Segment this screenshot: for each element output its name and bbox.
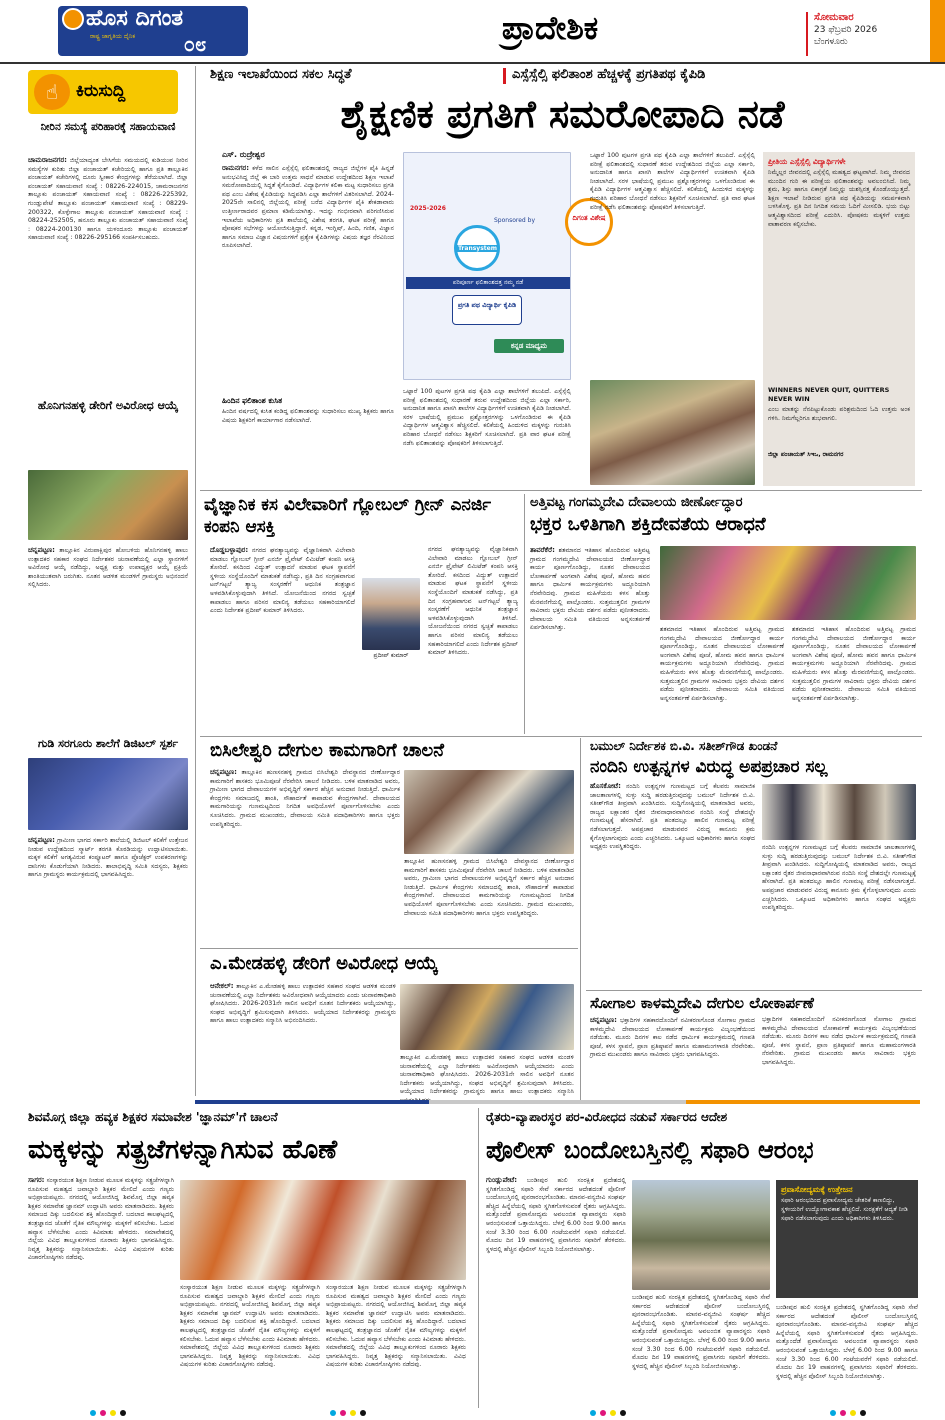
- pradeep-kumar-portrait: [362, 578, 420, 650]
- green-energy-byline: ದೊಡ್ಡಬಳ್ಳಾಪುರ:: [210, 546, 249, 554]
- masthead-rule: [0, 62, 945, 64]
- bisileshwari-byline: ಚನ್ನಪಟ್ಟಣ:: [210, 768, 237, 776]
- green-energy-col2: ನಗರದ ಘನತ್ಯಾಜ್ಯವನ್ನು ವೈಜ್ಞಾನಿಕವಾಗಿ ವಿಲೇವಾರಿ ಮಾಡಲು ಗ್ಲೋಬಲ್ ಗ್ರೀನ್ ಎನರ್ಜಿ ಪ್ರೈವೇಟ್ ಲಿಮಿಟೆಡ್ ಕಂಪನಿ ಆಸಕ್ತಿ ತೋರಿದೆ. ಕಸದಿಂದ ವಿದ್ಯುತ್ ಉತ್ಪಾದನೆ ಮಾಡುವ ಘಟಕ ಸ್ಥಾಪನೆಗೆ ಸ್ಥಳೀಯ ಸಂಸ್ಥೆಯೊಂದಿಗೆ ಮಾತುಕತೆ ನಡೆಸಿದ್ದು, ಪ್ರತಿ ದಿನ ಸಂಗ್ರಹವಾಗುವ ಟನ್‌ಗಟ್ಟಲೆ ತ್ಯಾಜ್ಯ ಸಂಸ್ಕರಣೆಗೆ ಆಧುನಿಕ ತಂತ್ರಜ್ಞಾನ ಅಳವಡಿಸಿಕೊಳ್ಳುವುದಾಗಿ ತಿಳಿಸಿದೆ. ಯೋಜನೆಯಿಂದ ನಗರದ ಸ್ವಚ್ಛತೆ ಕಾಪಾಡಲು ಹಾಗೂ ಪರಿಸರ ಮಾಲಿನ್ಯ ತಡೆಯಲು ಸಹಕಾರಿಯಾಗಲಿದೆ ಎಂದು ನಿರ್ದೇಶಕ ಪ್ರದೀಪ್ ಕುಮಾರ್ ತಿಳಿಸಿದರು.: [428, 546, 518, 657]
- section-color-bar: [195, 1100, 920, 1104]
- city: ಬೆಂಗಳೂರು: [814, 37, 848, 47]
- middle-divider-1: [524, 494, 525, 734]
- poster-banner: ಪರಿಪೂರ್ಣ ಫಲಿತಾಂಶದತ್ತ ನಮ್ಮ ನಡೆ: [406, 277, 570, 289]
- left-column-divider: [195, 66, 196, 1096]
- kiru-item3-photo: [28, 758, 188, 830]
- bamul-text: ನಂದಿನಿ ಉತ್ಪನ್ನಗಳ ಗುಣಮಟ್ಟದ ಬಗ್ಗೆ ಕೆಲವರು ಸಾಮಾಜಿಕ ಜಾಲತಾಣಗಳಲ್ಲಿ ಸುಳ್ಳು ಸುದ್ದಿ ಹರಡುತ್ತಿರುವುದನ್ನು ಬಮುಲ್ ನಿರ್ದೇಶಕ ಬಿ.ವಿ. ಸತೀಶ್‌ಗೌಡ ತೀವ್ರವಾಗಿ ಖಂಡಿಸಿದರು. ಸುದ್ದಿಗೋಷ್ಠಿಯಲ್ಲಿ ಮಾತನಾಡಿದ ಅವರು, ರಾಜ್ಯದ ಲಕ್ಷಾಂತರ ರೈತರ ಜೀವನಾಧಾರವಾಗಿರುವ ನಂದಿನಿ ಸಂಸ್ಥೆ ದೇಶದಲ್ಲೇ ಗುಣಮಟ್ಟಕ್ಕೆ ಹೆಸರಾಗಿದೆ. ಪ್ರತಿ ಹಂತದಲ್ಲೂ ಹಾಲಿನ ಗುಣಮಟ್ಟ ಪರೀಕ್ಷೆ ನಡೆಸಲಾಗುತ್ತದೆ. ಅಪಪ್ರಚಾರ ಮಾಡುವವರ ವಿರುದ್ಧ ಕಾನೂನು ಕ್ರಮ ಕೈಗೊಳ್ಳಲಾಗುವುದು ಎಂದು ಎಚ್ಚರಿಸಿದರು. ಒಕ್ಕೂಟದ ಅಧಿಕಾರಿಗಳು ಹಾಗೂ ಸಂಘದ ಅಧ್ಯಕ್ಷರು ಉಪಸ್ಥಿತರಿದ್ದರು.: [590, 783, 755, 851]
- masthead: [0, 0, 945, 62]
- reg-dot-black: [620, 1410, 626, 1416]
- students-studying-photo: [590, 380, 755, 485]
- logo-emblem-icon: [62, 8, 84, 30]
- tourism-box: [776, 1180, 918, 1298]
- temple-headline-2: ಭಕ್ತರ ಒಳಿತಿಗಾಗಿ ಶಕ್ತಿದೇವತೆಯ ಆರಾಧನೆ: [530, 514, 766, 535]
- registration-marks-left: [90, 1410, 126, 1416]
- lead-kicker-separator: [503, 68, 506, 84]
- green-energy-headline: ವೈಜ್ಞಾನಿಕ ಕಸ ವಿಲೇವಾರಿಗೆ ಗ್ಲೋಬಲ್ ಗ್ರೀನ್ ಎನರ್ಜಿ ಕಂಪನಿ ಆಸಕ್ತಿ: [204, 495, 492, 537]
- hand-pointing-icon: ☝: [34, 74, 70, 110]
- temple-headline-1: ಅತ್ತಿವಟ್ಟ ಗಂಗಮ್ಮದೇವಿ ದೇವಾಲಯ ಜೀರ್ಣೋದ್ಧಾರ: [530, 495, 743, 510]
- lead-body-col1: [222, 164, 394, 394]
- bamul-headline-1: ಬಮುಲ್ ನಿರ್ದೇಶಕ ಬಿ.ವಿ. ಸತೀಶ್‌ಗೌಡ ಖಂಡನೆ: [590, 739, 778, 753]
- reg-dot-yellow: [610, 1410, 616, 1416]
- safari-col2: ಬಂಡೀಪುರ ಹುಲಿ ಸಂರಕ್ಷಿತ ಪ್ರದೇಶದಲ್ಲಿ ಸ್ಥಗಿತಗೊಂಡಿದ್ದ ಸಫಾರಿ ಸೇವೆ ಸರ್ಕಾರದ ಆದೇಶದಂತೆ ಪೊಲೀಸ್ ಬಂದೋಬಸ್ತಿನಲ್ಲಿ ಪುನರಾರಂಭಗೊಂಡಿತು. ಮಾನವ-ವನ್ಯಜೀವಿ ಸಂಘರ್ಷ ಹೆಚ್ಚಿದ ಹಿನ್ನೆಲೆಯಲ್ಲಿ ಸಫಾರಿ ಸ್ಥಗಿತಗೊಳಿಸುವಂತೆ ರೈತರು ಆಗ್ರಹಿಸಿದ್ದರು. ಮತ್ತೊಂದೆಡೆ ಪ್ರವಾಸೋದ್ಯಮ ಅವಲಂಬಿತ ವ್ಯಾಪಾರಸ್ಥರು ಸಫಾರಿ ಆರಂಭಿಸುವಂತೆ ಒತ್ತಾಯಿಸಿದ್ದರು. ಬೆಳಗ್ಗೆ 6.00 ರಿಂದ 9.00 ಹಾಗೂ ಸಂಜೆ 3.30 ರಿಂದ 6.00 ಗಂಟೆಯವರೆಗೆ ಸಫಾರಿ ನಡೆಯಲಿದೆ. ಮೊದಲ ದಿನ 19 ವಾಹನಗಳಲ್ಲಿ ಪ್ರವಾಸಿಗರು ಸಫಾರಿಗೆ ತೆರಳಿದರು. ಸ್ಥಳದಲ್ಲಿ ಹೆಚ್ಚಿನ ಪೊಲೀಸ್ ಸಿಬ್ಬಂದಿ ನಿಯೋಜಿಸಲಾಗಿತ್ತು.: [632, 1294, 770, 1370]
- sogala-byline: ಚನ್ನಪಟ್ಟಣ:: [590, 1016, 617, 1024]
- lead-headline: ಶೈಕ್ಷಣಿಕ ಪ್ರಗತಿಗೆ ಸಮರೋಪಾದಿ ನಡೆ: [340, 92, 785, 136]
- bamul-headline-2: ನಂದಿನಿ ಉತ್ಪನ್ನಗಳ ವಿರುದ್ಧ ಅಪಪ್ರಚಾರ ಸಲ್ಲ: [590, 757, 828, 777]
- reg-dot-magenta: [100, 1410, 106, 1416]
- mid-rule-2: [586, 990, 922, 991]
- lead-byline: ರಾಮನಗರ:: [222, 164, 250, 172]
- lead-kicker-right: ಎಸ್ಸೆಸ್ಸೆಲ್ಸಿ ಫಲಿತಾಂಶ ಹೆಚ್ಚಳಕ್ಕೆ ಪ್ರಗತಿಪಥ ಕೈಪಿಡಿ: [512, 67, 706, 82]
- lead-author: ಎಸ್. ರುದ್ರೇಶ್ವರ: [222, 150, 265, 159]
- kiru-item1-headline: ನೀರಿನ ಸಮಸ್ಯೆ ಪರಿಹಾರಕ್ಕೆ ಸಹಾಯವಾಣಿ: [40, 121, 176, 133]
- reg-dot-magenta: [600, 1410, 606, 1416]
- middle-divider-2: [580, 738, 581, 1100]
- lead-kicker-left: ಶಿಕ್ಷಣ ಇಲಾಖೆಯಿಂದ ಸಕಲ ಸಿದ್ಧತೆ: [210, 67, 352, 82]
- havyaka-text: ಸಂಸ್ಕಾರಯುತ ಶಿಕ್ಷಣ ನೀಡುವ ಮೂಲಕ ಮಕ್ಕಳನ್ನು ಸತ್ಪ್ರಜೆಗಳನ್ನಾಗಿ ರೂಪಿಸುವ ಮಹತ್ವದ ಜವಾಬ್ದಾರಿ ಶಿಕ್ಷಕರ ಮೇಲಿದೆ ಎಂದು ಗಣ್ಯರು ಅಭಿಪ್ರಾಯಪಟ್ಟರು. ನಗರದಲ್ಲಿ ಆಯೋಜಿಸಿದ್ದ ಶಿವಮೊಗ್ಗ ಜಿಲ್ಲಾ ಹವ್ಯಕ ಶಿಕ್ಷಕರ ಸಮಾವೇಶ ಜ್ಞಾನಮ್ ಉದ್ಘಾಟಿಸಿ ಅವರು ಮಾತನಾಡಿದರು. ಶಿಕ್ಷಕರು ಸಮಾಜದ ದಿಕ್ಕು ಬದಲಿಸುವ ಶಕ್ತಿ ಹೊಂದಿದ್ದಾರೆ. ಬದಲಾದ ಕಾಲಘಟ್ಟದಲ್ಲಿ ತಂತ್ರಜ್ಞಾನದ ಜೊತೆಗೆ ನೈತಿಕ ಮೌಲ್ಯಗಳನ್ನು ಮಕ್ಕಳಿಗೆ ಕಲಿಸಬೇಕು. ಓದುವ ಹವ್ಯಾಸ ಬೆಳೆಸಬೇಕು ಎಂದು ಕಿವಿಮಾತು ಹೇಳಿದರು. ಸಮಾವೇಶದಲ್ಲಿ ಜಿಲ್ಲೆಯ ವಿವಿಧ ತಾಲ್ಲೂಕುಗಳಿಂದ ನೂರಾರು ಶಿಕ್ಷಕರು ಭಾಗವಹಿಸಿದ್ದರು. ನಿವೃತ್ತ ಶಿಕ್ಷಕರನ್ನು ಸನ್ಮಾನಿಸಲಾಯಿತು. ವಿವಿಧ ವಿಷಯಗಳ ಕುರಿತು ವಿಚಾರಗೋಷ್ಠಿಗಳು ನಡೆದವು.: [28, 1177, 175, 1262]
- poster-title: ಪ್ರಗತಿ ಪಥ ವಿದ್ಯಾರ್ಥಿ ಕೈಪಿಡಿ: [452, 295, 522, 325]
- dairy-felicitation-photo: [400, 984, 574, 1050]
- bamul-byline: ಹೊಸಕೋಟೆ:: [590, 782, 621, 790]
- reg-dot-yellow: [850, 1410, 856, 1416]
- kirusuddi-badge: [28, 70, 178, 114]
- safari-col1: [486, 1176, 626, 1406]
- color-bar-orange: [686, 1100, 920, 1104]
- kiru-item3-text: ಗ್ರಾಮೀಣ ಭಾಗದ ಸರ್ಕಾರಿ ಶಾಲೆಯಲ್ಲಿ ಡಿಜಿಟಲ್ ಕಲಿಕೆಗೆ ಉತ್ತೇಜನ ನೀಡುವ ಉದ್ದೇಶದಿಂದ ಸ್ಮಾರ್ಟ್ ತರಗತಿ ಕೊಠಡಿಯನ್ನು ಉದ್ಘಾಟಿಸಲಾಯಿತು. ಮಕ್ಕಳ ಕಲಿಕೆಗೆ ಅಗತ್ಯವಿರುವ ಕಂಪ್ಯೂಟರ್ ಹಾಗೂ ಪ್ರೊಜೆಕ್ಟರ್ ಉಪಕರಣಗಳನ್ನು ದಾನಿಗಳು ಕೊಡುಗೆಯಾಗಿ ನೀಡಿದರು. ಶಾಲಾಭಿವೃದ್ಧಿ ಸಮಿತಿ ಸದಸ್ಯರು, ಶಿಕ್ಷಕರು ಹಾಗೂ ಗ್ರಾಮಸ್ಥರು ಕಾರ್ಯಕ್ರಮದಲ್ಲಿ ಭಾಗವಹಿಸಿದ್ದರು.: [28, 837, 189, 879]
- havyaka-kicker: ಶಿವಮೊಗ್ಗ ಜಿಲ್ಲಾ ಹವ್ಯಕ ಶಿಕ್ಷಕರ ಸಮಾವೇಶ 'ಜ್ಞಾನಮ್'ಗೆ ಚಾಲನೆ: [28, 1110, 278, 1124]
- kiru-item1-byline: ಚಾಮರಾಜನಗರ:: [28, 156, 67, 164]
- kiru-item3-byline: ಚನ್ನಪಟ್ಟಣ:: [28, 836, 55, 844]
- havyaka-byline: ಸಾಗರ:: [28, 1176, 45, 1184]
- green-energy-text: ನಗರದ ಘನತ್ಯಾಜ್ಯವನ್ನು ವೈಜ್ಞಾನಿಕವಾಗಿ ವಿಲೇವಾರಿ ಮಾಡಲು ಗ್ಲೋಬಲ್ ಗ್ರೀನ್ ಎನರ್ಜಿ ಪ್ರೈವೇಟ್ ಲಿಮಿಟೆಡ್ ಕಂಪನಿ ಆಸಕ್ತಿ ತೋರಿದೆ. ಕಸದಿಂದ ವಿದ್ಯುತ್ ಉತ್ಪಾದನೆ ಮಾಡುವ ಘಟಕ ಸ್ಥಾಪನೆಗೆ ಸ್ಥಳೀಯ ಸಂಸ್ಥೆಯೊಂದಿಗೆ ಮಾತುಕತೆ ನಡೆಸಿದ್ದು, ಪ್ರತಿ ದಿನ ಸಂಗ್ರಹವಾಗುವ ಟನ್‌ಗಟ್ಟಲೆ ತ್ಯಾಜ್ಯ ಸಂಸ್ಕರಣೆಗೆ ಆಧುನಿಕ ತಂತ್ರಜ್ಞಾನ ಅಳವಡಿಸಿಕೊಳ್ಳುವುದಾಗಿ ತಿಳಿಸಿದೆ. ಯೋಜನೆಯಿಂದ ನಗರದ ಸ್ವಚ್ಛತೆ ಕಾಪಾಡಲು ಹಾಗೂ ಪರಿಸರ ಮಾಲಿನ್ಯ ತಡೆಯಲು ಸಹಕಾರಿಯಾಗಲಿದೆ ಎಂದು ನಿರ್ದೇಶಕ ಪ್ರದೀಪ್ ಕುಮಾರ್ ತಿಳಿಸಿದರು.: [210, 547, 356, 615]
- kiru-item1-text: ಜಿಲ್ಲೆಯಾದ್ಯಂತ ಬೇಸಿಗೆಯ ಸಮಯದಲ್ಲಿ ಕುಡಿಯುವ ನೀರಿನ ಸಮಸ್ಯೆಗಳ ಕುರಿತು ಜಿಲ್ಲಾ ಪಂಚಾಯತ್ ಕಚೇರಿಯಲ್ಲಿ ಹಾಗೂ ಪ್ರತಿ ತಾಲ್ಲೂಕಿನ ಪಂಚಾಯತ್ ಕಚೇರಿಗಳಲ್ಲಿ ದೂರು ಸ್ವೀಕಾರ ಕೇಂದ್ರಗಳನ್ನು ತೆರೆಯಲಾಗಿದೆ. ಜಿಲ್ಲಾ ಪಂಚಾಯತ್ ಸಹಾಯವಾಣಿ ಸಂಖ್ಯೆ : 08226-224015, ಚಾಮರಾಜನಗರ ತಾಲ್ಲೂಕು ಪಂಚಾಯತ್ ಸಹಾಯವಾಣಿ ಸಂಖ್ಯೆ : 08226-225392, ಗುಂಡ್ಲುಪೇಟೆ ತಾಲ್ಲೂಕು ಪಂಚಾಯತ್ ಸಹಾಯವಾಣಿ ಸಂಖ್ಯೆ : 08229-200322, ಕೊಳ್ಳೇಗಾಲ ತಾಲ್ಲೂಕು ಪಂಚಾಯತ್ ಸಹಾಯವಾಣಿ ಸಂಖ್ಯೆ : 08224-252505, ಹನೂರು ತಾಲ್ಲೂಕು ಪಂಚಾಯತ್ ಸಹಾಯವಾಣಿ ಸಂಖ್ಯೆ : 08224-200130 ಹಾಗೂ ಯಳಂದೂರು ತಾಲ್ಲೂಕು ಪಂಚಾಯತ್ ಸಹಾಯವಾಣಿ ಸಂಖ್ಯೆ : 08226-295166 ಸಂಪರ್ಕಿಸಬಹುದು.: [28, 157, 189, 242]
- green-energy-col1: [210, 546, 355, 734]
- bisileshwari-col2: ತಾಲ್ಲೂಕಿನ ಹುಣಸನಹಳ್ಳಿ ಗ್ರಾಮದ ಬಿಸಿಲೇಶ್ವರಿ ದೇವಸ್ಥಾನದ ಜೀರ್ಣೋದ್ಧಾರ ಕಾಮಗಾರಿಗೆ ಶಾಸಕರು ಭೂಮಿಪೂಜೆ ನೆರವೇರಿಸಿ ಚಾಲನೆ ನೀಡಿದರು. ಬಳಿಕ ಮಾತನಾಡಿದ ಅವರು, ಗ್ರಾಮೀಣ ಭಾಗದ ದೇವಾಲಯಗಳ ಅಭಿವೃದ್ಧಿಗೆ ಸರ್ಕಾರ ಹೆಚ್ಚಿನ ಅನುದಾನ ನೀಡುತ್ತಿದೆ. ಧಾರ್ಮಿಕ ಕೇಂದ್ರಗಳು ಸಮಾಜದಲ್ಲಿ ಶಾಂತಿ, ಸೌಹಾರ್ದತೆ ಕಾಪಾಡುವ ಕೇಂದ್ರಗಳಾಗಿವೆ. ದೇವಾಲಯದ ಕಾಮಗಾರಿಯನ್ನು ಗುಣಮಟ್ಟದಿಂದ ನಿಗದಿತ ಅವಧಿಯೊಳಗೆ ಪೂರ್ಣಗೊಳಿಸಬೇಕು ಎಂದು ಸೂಚಿಸಿದರು. ಗ್ರಾಮದ ಮುಖಂಡರು, ದೇವಾಲಯ ಸಮಿತಿ ಪದಾಧಿಕಾರಿಗಳು ಹಾಗೂ ಭಕ್ತರು ಉಪಸ್ಥಿತರಿದ್ದರು.: [404, 858, 574, 917]
- lead-body1: ಕಳೆದ ಸಾಲಿನ ಎಸ್ಸೆಸ್ಸೆಲ್ಸಿ ಫಲಿತಾಂಶದಲ್ಲಿ ರಾಜ್ಯದ ಜಿಲ್ಲೆಗಳ ಪೈಕಿ ಹಿನ್ನಡೆ ಅನುಭವಿಸಿದ್ದ ಜಿಲ್ಲೆ ಈ ಬಾರಿ ಉತ್ತಮ ಸಾಧನೆ ಮಾಡುವ ಉದ್ದೇಶದಿಂದ ಶಿಕ್ಷಣ ಇಲಾಖೆ ಸಮರೋಪಾದಿಯಲ್ಲಿ ಸಿದ್ಧತೆ ಕೈಗೊಂಡಿದೆ. ವಿದ್ಯಾರ್ಥಿಗಳ ಕಲಿಕಾ ಮಟ್ಟ ಸುಧಾರಿಸಲು ಪ್ರಗತಿ ಪಥ ಎಂಬ ವಿಶೇಷ ಕೈಪಿಡಿಯನ್ನು ಸಿದ್ಧಪಡಿಸಿ ಎಲ್ಲಾ ಶಾಲೆಗಳಿಗೆ ವಿತರಿಸಲಾಗಿದೆ. 2024-2025ನೇ ಸಾಲಿನಲ್ಲಿ ಜಿಲ್ಲೆಯಲ್ಲಿ ಪರೀಕ್ಷೆ ಬರೆದ ವಿದ್ಯಾರ್ಥಿಗಳ ಪೈಕಿ ಶೇಕಡಾವಾರು ಉತ್ತೀರ್ಣರಾದವರ ಪ್ರಮಾಣ ಕಡಿಮೆಯಾಗಿತ್ತು. ಇದನ್ನು ಗಂಭೀರವಾಗಿ ಪರಿಗಣಿಸಿರುವ ಇಲಾಖೆಯ ಅಧಿಕಾರಿಗಳು ಪ್ರತಿ ಶಾಲೆಯಲ್ಲಿ ವಿಶೇಷ ತರಗತಿ, ಘಟಕ ಪರೀಕ್ಷೆ ಹಾಗೂ ಪೋಷಕರ ಸಭೆಗಳನ್ನು ಆಯೋಜಿಸುತ್ತಿದ್ದಾರೆ. ಕನ್ನಡ, ಇಂಗ್ಲಿಷ್, ಹಿಂದಿ, ಗಣಿತ, ವಿಜ್ಞಾನ ಹಾಗೂ ಸಮಾಜ ವಿಜ್ಞಾನ ವಿಷಯಗಳಿಗೆ ಪ್ರತ್ಯೇಕ ಕೈಪಿಡಿಗಳನ್ನು ವಿಷಯ ತಜ್ಞರ ನೆರವಿನಿಂದ ರೂಪಿಸಲಾಗಿದೆ.: [222, 165, 394, 250]
- kiru-item2-body: [28, 546, 188, 734]
- lead-body-col3: ಒಟ್ಟಾರೆ 100 ಪುಟಗಳ ಪ್ರಗತಿ ಪಥ ಕೈಪಿಡಿ ಎಲ್ಲಾ ಶಾಲೆಗಳಿಗೆ ತಲುಪಿದೆ. ಎಸ್ಸೆಸ್ಸೆಲ್ಸಿ ಪರೀಕ್ಷೆ ಫಲಿತಾಂಶದಲ್ಲಿ ಸುಧಾರಣೆ ತರುವ ಉದ್ದೇಶದಿಂದ ಜಿಲ್ಲೆಯ ಎಲ್ಲಾ ಸರ್ಕಾರಿ, ಅನುದಾನಿತ ಹಾಗೂ ಖಾಸಗಿ ಶಾಲೆಗಳ ವಿದ್ಯಾರ್ಥಿಗಳಿಗೆ ಉಚಿತವಾಗಿ ಕೈಪಿಡಿ ನೀಡಲಾಗಿದೆ. ಸರಳ ಭಾಷೆಯಲ್ಲಿ ಪ್ರಮುಖ ಪ್ರಶ್ನೋತ್ತರಗಳನ್ನು ಒಳಗೊಂಡಿರುವ ಈ ಕೈಪಿಡಿ ವಿದ್ಯಾರ್ಥಿಗಳ ಆತ್ಮವಿಶ್ವಾಸ ಹೆಚ್ಚಿಸಲಿದೆ. ಕಲಿಕೆಯಲ್ಲಿ ಹಿಂದುಳಿದ ಮಕ್ಕಳನ್ನು ಗುರುತಿಸಿ ಪರಿಹಾರ ಬೋಧನೆ ನಡೆಸಲು ಶಿಕ್ಷಕರಿಗೆ ಸೂಚಿಸಲಾಗಿದೆ. ಪ್ರತಿ ವಾರ ಘಟಕ ಪರೀಕ್ಷೆ ನಡೆಸಿ ಫಲಿತಾಂಶವನ್ನು ಪೋಷಕರಿಗೆ ತಿಳಿಸಲಾಗುತ್ತಿದೆ.: [590, 152, 755, 211]
- student-message-head: ಪ್ರೀತಿಯ ಎಸ್ಸೆಸ್ಸೆಲ್ಸಿ ವಿದ್ಯಾರ್ಥಿಗಳೇ: [768, 157, 846, 166]
- reg-dot-black: [120, 1410, 126, 1416]
- registration-marks-right: [590, 1410, 626, 1416]
- lead-body-col1b: ಹಿಂದಿನ ವರ್ಷದಲ್ಲಿ ಕುಸಿತ ಕಂಡಿದ್ದ ಫಲಿತಾಂಶವನ್ನು ಸುಧಾರಿಸಲು ಮುಖ್ಯ ಶಿಕ್ಷಕರು ಹಾಗೂ ವಿಷಯ ಶಿಕ್ಷಕರಿಗೆ ಕಾರ್ಯಾಗಾರ ನಡೆಸಲಾಗಿದೆ.: [222, 408, 394, 424]
- havyaka-col3: ಸಂಸ್ಕಾರಯುತ ಶಿಕ್ಷಣ ನೀಡುವ ಮೂಲಕ ಮಕ್ಕಳನ್ನು ಸತ್ಪ್ರಜೆಗಳನ್ನಾಗಿ ರೂಪಿಸುವ ಮಹತ್ವದ ಜವಾಬ್ದಾರಿ ಶಿಕ್ಷಕರ ಮೇಲಿದೆ ಎಂದು ಗಣ್ಯರು ಅಭಿಪ್ರಾಯಪಟ್ಟರು. ನಗರದಲ್ಲಿ ಆಯೋಜಿಸಿದ್ದ ಶಿವಮೊಗ್ಗ ಜಿಲ್ಲಾ ಹವ್ಯಕ ಶಿಕ್ಷಕರ ಸಮಾವೇಶ ಜ್ಞಾನಮ್ ಉದ್ಘಾಟಿಸಿ ಅವರು ಮಾತನಾಡಿದರು. ಶಿಕ್ಷಕರು ಸಮಾಜದ ದಿಕ್ಕು ಬದಲಿಸುವ ಶಕ್ತಿ ಹೊಂದಿದ್ದಾರೆ. ಬದಲಾದ ಕಾಲಘಟ್ಟದಲ್ಲಿ ತಂತ್ರಜ್ಞಾನದ ಜೊತೆಗೆ ನೈತಿಕ ಮೌಲ್ಯಗಳನ್ನು ಮಕ್ಕಳಿಗೆ ಕಲಿಸಬೇಕು. ಓದುವ ಹವ್ಯಾಸ ಬೆಳೆಸಬೇಕು ಎಂದು ಕಿವಿಮಾತು ಹೇಳಿದರು. ಸಮಾವೇಶದಲ್ಲಿ ಜಿಲ್ಲೆಯ ವಿವಿಧ ತಾಲ್ಲೂಕುಗಳಿಂದ ನೂರಾರು ಶಿಕ್ಷಕರು ಭಾಗವಹಿಸಿದ್ದರು. ನಿವೃತ್ತ ಶಿಕ್ಷಕರನ್ನು ಸನ್ಮಾನಿಸಲಾಯಿತು. ವಿವಿಧ ವಿಷಯಗಳ ಕುರಿತು ವಿಚಾರಗೋಷ್ಠಿಗಳು ನಡೆದವು.: [326, 1284, 466, 1369]
- safari-vehicles-photo: [632, 1180, 770, 1290]
- kiru-item3-headline: ಗುಡಿ ಸರಗೂರು ಶಾಲೆಗೆ ಡಿಜಿಟಲ್ ಸ್ಪರ್ಶ: [37, 737, 179, 750]
- havyaka-col1: [28, 1176, 174, 1406]
- reg-dot-cyan: [330, 1410, 336, 1416]
- sogala-col1: [590, 1016, 755, 1096]
- date: 23 ಫೆಬ್ರವರಿ 2026: [814, 25, 878, 35]
- bisileshwari-text: ತಾಲ್ಲೂಕಿನ ಹುಣಸನಹಳ್ಳಿ ಗ್ರಾಮದ ಬಿಸಿಲೇಶ್ವರಿ ದೇವಸ್ಥಾನದ ಜೀರ್ಣೋದ್ಧಾರ ಕಾಮಗಾರಿಗೆ ಶಾಸಕರು ಭೂಮಿಪೂಜೆ ನೆರವೇರಿಸಿ ಚಾಲನೆ ನೀಡಿದರು. ಬಳಿಕ ಮಾತನಾಡಿದ ಅವರು, ಗ್ರಾಮೀಣ ಭಾಗದ ದೇವಾಲಯಗಳ ಅಭಿವೃದ್ಧಿಗೆ ಸರ್ಕಾರ ಹೆಚ್ಚಿನ ಅನುದಾನ ನೀಡುತ್ತಿದೆ. ಧಾರ್ಮಿಕ ಕೇಂದ್ರಗಳು ಸಮಾಜದಲ್ಲಿ ಶಾಂತಿ, ಸೌಹಾರ್ದತೆ ಕಾಪಾಡುವ ಕೇಂದ್ರಗಳಾಗಿವೆ. ದೇವಾಲಯದ ಕಾಮಗಾರಿಯನ್ನು ಗುಣಮಟ್ಟದಿಂದ ನಿಗದಿತ ಅವಧಿಯೊಳಗೆ ಪೂರ್ಣಗೊಳಿಸಬೇಕು ಎಂದು ಸೂಚಿಸಿದರು. ಗ್ರಾಮದ ಮುಖಂಡರು, ದೇವಾಲಯ ಸಮಿತಿ ಪದಾಧಿಕಾರಿಗಳು ಹಾಗೂ ಭಕ್ತರು ಉಪಸ್ಥಿತರಿದ್ದರು.: [210, 769, 401, 828]
- poster-subject: ಕನ್ನಡ ಮಾಧ್ಯಮ: [494, 339, 564, 353]
- safari-text: ಬಂಡೀಪುರ ಹುಲಿ ಸಂರಕ್ಷಿತ ಪ್ರದೇಶದಲ್ಲಿ ಸ್ಥಗಿತಗೊಂಡಿದ್ದ ಸಫಾರಿ ಸೇವೆ ಸರ್ಕಾರದ ಆದೇಶದಂತೆ ಪೊಲೀಸ್ ಬಂದೋಬಸ್ತಿನಲ್ಲಿ ಪುನರಾರಂಭಗೊಂಡಿತು. ಮಾನವ-ವನ್ಯಜೀವಿ ಸಂಘರ್ಷ ಹೆಚ್ಚಿದ ಹಿನ್ನೆಲೆಯಲ್ಲಿ ಸಫಾರಿ ಸ್ಥಗಿತಗೊಳಿಸುವಂತೆ ರೈತರು ಆಗ್ರಹಿಸಿದ್ದರು. ಮತ್ತೊಂದೆಡೆ ಪ್ರವಾಸೋದ್ಯಮ ಅವಲಂಬಿತ ವ್ಯಾಪಾರಸ್ಥರು ಸಫಾರಿ ಆರಂಭಿಸುವಂತೆ ಒತ್ತಾಯಿಸಿದ್ದರು. ಬೆಳಗ್ಗೆ 6.00 ರಿಂದ 9.00 ಹಾಗೂ ಸಂಜೆ 3.30 ರಿಂದ 6.00 ಗಂಟೆಯವರೆಗೆ ಸಫಾರಿ ನಡೆಯಲಿದೆ. ಮೊದಲ ದಿನ 19 ವಾಹನಗಳಲ್ಲಿ ಪ್ರವಾಸಿಗರು ಸಫಾರಿಗೆ ತೆರಳಿದರು. ಸ್ಥಳದಲ್ಲಿ ಹೆಚ್ಚಿನ ಪೊಲೀಸ್ ಸಿಬ್ಬಂದಿ ನಿಯೋಜಿಸಲಾಗಿತ್ತು.: [486, 1177, 626, 1253]
- havyaka-col2: ಸಂಸ್ಕಾರಯುತ ಶಿಕ್ಷಣ ನೀಡುವ ಮೂಲಕ ಮಕ್ಕಳನ್ನು ಸತ್ಪ್ರಜೆಗಳನ್ನಾಗಿ ರೂಪಿಸುವ ಮಹತ್ವದ ಜವಾಬ್ದಾರಿ ಶಿಕ್ಷಕರ ಮೇಲಿದೆ ಎಂದು ಗಣ್ಯರು ಅಭಿಪ್ರಾಯಪಟ್ಟರು. ನಗರದಲ್ಲಿ ಆಯೋಜಿಸಿದ್ದ ಶಿವಮೊಗ್ಗ ಜಿಲ್ಲಾ ಹವ್ಯಕ ಶಿಕ್ಷಕರ ಸಮಾವೇಶ ಜ್ಞಾನಮ್ ಉದ್ಘಾಟಿಸಿ ಅವರು ಮಾತನಾಡಿದರು. ಶಿಕ್ಷಕರು ಸಮಾಜದ ದಿಕ್ಕು ಬದಲಿಸುವ ಶಕ್ತಿ ಹೊಂದಿದ್ದಾರೆ. ಬದಲಾದ ಕಾಲಘಟ್ಟದಲ್ಲಿ ತಂತ್ರಜ್ಞಾನದ ಜೊತೆಗೆ ನೈತಿಕ ಮೌಲ್ಯಗಳನ್ನು ಮಕ್ಕಳಿಗೆ ಕಲಿಸಬೇಕು. ಓದುವ ಹವ್ಯಾಸ ಬೆಳೆಸಬೇಕು ಎಂದು ಕಿವಿಮಾತು ಹೇಳಿದರು. ಸಮಾವೇಶದಲ್ಲಿ ಜಿಲ್ಲೆಯ ವಿವಿಧ ತಾಲ್ಲೂಕುಗಳಿಂದ ನೂರಾರು ಶಿಕ್ಷಕರು ಭಾಗವಹಿಸಿದ್ದರು. ನಿವೃತ್ತ ಶಿಕ್ಷಕರನ್ನು ಸನ್ಮಾನಿಸಲಾಯಿತು. ವಿವಿಧ ವಿಷಯಗಳ ಕುರಿತು ವಿಚಾರಗೋಷ್ಠಿಗಳು ನಡೆದವು.: [180, 1284, 320, 1369]
- paper-name: ಹೊಸ ದಿಗಂತ: [86, 6, 184, 31]
- dairy-headline: ಎ.ಮೇಡಹಳ್ಳಿ ಡೇರಿಗೆ ಅವಿರೋಧ ಆಯ್ಕೆ: [210, 953, 439, 974]
- poster-sponsor-label: Sponsored by: [494, 217, 535, 224]
- bisileshwari-headline: ಬಿಸಿಲೇಶ್ವರಿ ದೇಗುಲ ಕಾಮಗಾರಿಗೆ ಚಾಲನೆ: [210, 740, 444, 761]
- reg-dot-cyan: [590, 1410, 596, 1416]
- lead-subhead: ಹಿಂದಿನ ಫಲಿತಾಂಶ ಕುಸಿತ: [222, 396, 283, 405]
- pragati-patha-poster: [403, 152, 571, 380]
- dairy-col1: [210, 982, 396, 1096]
- havyaka-headline: ಮಕ್ಕಳನ್ನು ಸತ್ಪ್ರಜೆಗಳನ್ನಾಗಿಸುವ ಹೊಣೆ: [28, 1135, 338, 1165]
- safari-byline: ಗುಂಡ್ಲುಪೇಟೆ:: [486, 1176, 518, 1184]
- weekday: ಸೋಮವಾರ: [814, 12, 854, 23]
- reg-dot-yellow: [350, 1410, 356, 1416]
- student-message-body2: ಎಂಬ ಮಾತನ್ನು ನೆನಪಿಟ್ಟುಕೊಂಡು ಪರಿಶ್ರಮದಿಂದ ಓದಿ ಉತ್ತಮ ಅಂಕ ಗಳಿಸಿ. ನಿಮಗೆಲ್ಲರಿಗೂ ಶುಭವಾಗಲಿ.: [768, 406, 910, 422]
- bisileshwari-col1: [210, 768, 400, 944]
- dairy-text: ತಾಲ್ಲೂಕಿನ ಎ.ಮೇಡಹಳ್ಳಿ ಹಾಲು ಉತ್ಪಾದಕರ ಸಹಕಾರ ಸಂಘದ ಆಡಳಿತ ಮಂಡಳಿ ಚುನಾವಣೆಯಲ್ಲಿ ಎಲ್ಲಾ ನಿರ್ದೇಶಕರು ಅವಿರೋಧವಾಗಿ ಆಯ್ಕೆಯಾದರು ಎಂದು ಚುನಾವಣಾಧಿಕಾರಿ ಘೋಷಿಸಿದರು. 2026-2031ನೇ ಸಾಲಿನ ಅವಧಿಗೆ ನೂತನ ನಿರ್ದೇಶಕರು ಆಯ್ಕೆಯಾಗಿದ್ದು, ಸಂಘದ ಅಭಿವೃದ್ಧಿಗೆ ಶ್ರಮಿಸುವುದಾಗಿ ತಿಳಿಸಿದರು. ಆಯ್ಕೆಯಾದ ನಿರ್ದೇಶಕರನ್ನು ಗ್ರಾಮಸ್ಥರು ಹಾಗೂ ಹಾಲು ಉತ್ಪಾದಕರು ಸನ್ಮಾನಿಸಿ ಅಭಿನಂದಿಸಿದರು.: [210, 983, 396, 1025]
- paper-tagline: ರಾಷ್ಟ್ರ ಜಾಗೃತಿಯ ದೈನಿಕ: [90, 33, 136, 40]
- temple-procession-photo: [660, 546, 916, 620]
- page-number: ೦೮: [183, 32, 207, 56]
- tourism-box-body: ಸಫಾರಿ ಆರಂಭದಿಂದ ಪ್ರವಾಸೋದ್ಯಮ ಚೇತರಿಕೆ ಕಾಣಲಿದ್ದು, ಸ್ಥಳೀಯರಿಗೆ ಉದ್ಯೋಗಾವಕಾಶ ಹೆಚ್ಚಲಿದೆ. ಸುರಕ್ಷತೆಗೆ ಆದ್ಯತೆ ನೀಡಿ ಸಫಾರಿ ನಡೆಸಲಾಗುವುದು ಎಂದು ಅಧಿಕಾರಿಗಳು ತಿಳಿಸಿದರು.: [781, 1197, 908, 1222]
- poster-year: 2025-2026: [410, 205, 446, 212]
- temple-col3: ಶತಮಾನದ ಇತಿಹಾಸ ಹೊಂದಿರುವ ಅತ್ತಿವಟ್ಟ ಗ್ರಾಮದ ಗಂಗಮ್ಮದೇವಿ ದೇವಾಲಯದ ಜೀರ್ಣೋದ್ಧಾರ ಕಾರ್ಯ ಪೂರ್ಣಗೊಂಡಿದ್ದು, ನೂತನ ದೇವಾಲಯದ ಲೋಕಾರ್ಪಣೆ ಅಂಗವಾಗಿ ವಿಶೇಷ ಪೂಜೆ, ಹೋಮ ಹವನ ಹಾಗೂ ಧಾರ್ಮಿಕ ಕಾರ್ಯಕ್ರಮಗಳು ಅದ್ದೂರಿಯಾಗಿ ನೆರವೇರಿದವು. ಗ್ರಾಮದ ಮಹಿಳೆಯರು ಕಳಸ ಹೊತ್ತು ಮೆರವಣಿಗೆಯಲ್ಲಿ ಪಾಲ್ಗೊಂಡರು. ಸುತ್ತಮುತ್ತಲಿನ ಗ್ರಾಮಗಳ ಸಾವಿರಾರು ಭಕ್ತರು ದೇವಿಯ ದರ್ಶನ ಪಡೆದು ಪುನೀತರಾದರು. ದೇವಾಲಯ ಸಮಿತಿ ವತಿಯಿಂದ ಅನ್ನಸಂತರ್ಪಣೆ ಏರ್ಪಡಿಸಲಾಗಿತ್ತು.: [792, 626, 916, 702]
- kiru-item1-body: [28, 156, 188, 388]
- kiru-item2-headline: ಹೊನಿಗನಹಳ್ಳಿ ಡೇರಿಗೆ ಅವಿರೋಧ ಆಯ್ಕೆ: [37, 399, 179, 412]
- tourism-box-head: ಪ್ರವಾಸೋದ್ಯಮಕ್ಕೆ ಉತ್ತೇಜನ: [781, 1185, 853, 1194]
- reg-dot-black: [860, 1410, 866, 1416]
- dairy-col2: ತಾಲ್ಲೂಕಿನ ಎ.ಮೇಡಹಳ್ಳಿ ಹಾಲು ಉತ್ಪಾದಕರ ಸಹಕಾರ ಸಂಘದ ಆಡಳಿತ ಮಂಡಳಿ ಚುನಾವಣೆಯಲ್ಲಿ ಎಲ್ಲಾ ನಿರ್ದೇಶಕರು ಅವಿರೋಧವಾಗಿ ಆಯ್ಕೆಯಾದರು ಎಂದು ಚುನಾವಣಾಧಿಕಾರಿ ಘೋಷಿಸಿದರು. 2026-2031ನೇ ಸಾಲಿನ ಅವಧಿಗೆ ನೂತನ ನಿರ್ದೇಶಕರು ಆಯ್ಕೆಯಾಗಿದ್ದು, ಸಂಘದ ಅಭಿವೃದ್ಧಿಗೆ ಶ್ರಮಿಸುವುದಾಗಿ ತಿಳಿಸಿದರು. ಆಯ್ಕೆಯಾದ ನಿರ್ದೇಶಕರನ್ನು ಗ್ರಾಮಸ್ಥರು ಹಾಗೂ ಹಾಲು ಉತ್ಪಾದಕರು ಸನ್ಮಾನಿಸಿ: [400, 1054, 574, 1096]
- reg-dot-magenta: [340, 1410, 346, 1416]
- kiru-item2-text: ತಾಲ್ಲೂಕಿನ ವಿರುಪಾಕ್ಷಿಪುರ ಹೋಬಳಿಯ ಹೊನಿಗನಹಳ್ಳಿ ಹಾಲು ಉತ್ಪಾದಕರ ಸಹಕಾರ ಸಂಘದ ನಿರ್ದೇಶಕರ ಚುನಾವಣೆಯಲ್ಲಿ ಎಲ್ಲಾ ಸ್ಥಾನಗಳಿಗೆ ಅವಿರೋಧ ಆಯ್ಕೆ ನಡೆದಿದ್ದು, ಅಧ್ಯಕ್ಷ ಮತ್ತು ಉಪಾಧ್ಯಕ್ಷರ ಆಯ್ಕೆ ಪ್ರಕ್ರಿಯೆ ಶಾಂತಿಯುತವಾಗಿ ಜರುಗಿತು. ನೂತನ ಆಡಳಿತ ಮಂಡಳಿಗೆ ಗ್ರಾಮಸ್ಥರು ಅಭಿನಂದನೆ ಸಲ್ಲಿಸಿದರು.: [28, 547, 189, 589]
- sogala-col2: ಭಕ್ತಾದಿಗಳ ಸಹಕಾರದೊಂದಿಗೆ ನವೀಕರಣಗೊಂಡ ಸೋಗಾಲ ಗ್ರಾಮದ ಕಾಳಮ್ಮದೇವಿ ದೇವಾಲಯದ ಲೋಕಾರ್ಪಣೆ ಕಾರ್ಯಕ್ರಮ ವಿಜೃಂಭಣೆಯಿಂದ ನಡೆಯಿತು. ಮೂರು ದಿನಗಳ ಕಾಲ ನಡೆದ ಧಾರ್ಮಿಕ ಕಾರ್ಯಕ್ರಮದಲ್ಲಿ ಗಣಪತಿ ಪೂಜೆ, ಕಳಸ ಸ್ಥಾಪನೆ, ಪ್ರಾಣ ಪ್ರತಿಷ್ಠಾಪನೆ ಹಾಗೂ ಮಹಾಮಂಗಳಾರತಿ ನೆರವೇರಿತು. ಗ್ರಾಮದ ಮುಖಂಡರು ಹಾಗೂ ಸಾವಿರಾರು ಭಕ್ತರು ಭಾಗವಹಿಸಿದ್ದರು.: [762, 1016, 916, 1066]
- temple-byline: ತಾವರೆಕೆರೆ:: [530, 546, 555, 554]
- mid-rule-3: [200, 948, 578, 949]
- visesha-label: ದಿಗಂತ ವಿಶೇಷ: [572, 214, 606, 222]
- section-title: ಪ್ರಾದೇಶಿಕ: [501, 9, 599, 47]
- temple-col2: ಶತಮಾನದ ಇತಿಹಾಸ ಹೊಂದಿರುವ ಅತ್ತಿವಟ್ಟ ಗ್ರಾಮದ ಗಂಗಮ್ಮದೇವಿ ದೇವಾಲಯದ ಜೀರ್ಣೋದ್ಧಾರ ಕಾರ್ಯ ಪೂರ್ಣಗೊಂಡಿದ್ದು, ನೂತನ ದೇವಾಲಯದ ಲೋಕಾರ್ಪಣೆ ಅಂಗವಾಗಿ ವಿಶೇಷ ಪೂಜೆ, ಹೋಮ ಹವನ ಹಾಗೂ ಧಾರ್ಮಿಕ ಕಾರ್ಯಕ್ರಮಗಳು ಅದ್ದೂರಿಯಾಗಿ ನೆರವೇರಿದವು. ಗ್ರಾಮದ ಮಹಿಳೆಯರು ಕಳಸ ಹೊತ್ತು ಮೆರವಣಿಗೆಯಲ್ಲಿ ಪಾಲ್ಗೊಂಡರು. ಸುತ್ತಮುತ್ತಲಿನ ಗ್ರಾಮಗಳ ಸಾವಿರಾರು ಭಕ್ತರು ದೇವಿಯ ದರ್ಶನ ಪಡೆದು ಪುನೀತರಾದರು. ದೇವಾಲಯ ಸಮಿತಿ ವತಿಯಿಂದ ಅನ್ನಸಂತರ್ಪಣೆ ಏರ್ಪಡಿಸಲಾಗಿತ್ತು.: [660, 626, 784, 702]
- mid-rule-1: [200, 736, 922, 737]
- reg-dot-black: [360, 1410, 366, 1416]
- kiru-item3-body: [28, 836, 188, 1086]
- kiru-item2-photo: [28, 470, 188, 540]
- registration-marks-far: [830, 1410, 866, 1416]
- bisileshwari-photo: [404, 770, 574, 854]
- color-bar-grey: [429, 1100, 686, 1104]
- lead-body-col2: ಒಟ್ಟಾರೆ 100 ಪುಟಗಳ ಪ್ರಗತಿ ಪಥ ಕೈಪಿಡಿ ಎಲ್ಲಾ ಶಾಲೆಗಳಿಗೆ ತಲುಪಿದೆ. ಎಸ್ಸೆಸ್ಸೆಲ್ಸಿ ಪರೀಕ್ಷೆ ಫಲಿತಾಂಶದಲ್ಲಿ ಸುಧಾರಣೆ ತರುವ ಉದ್ದೇಶದಿಂದ ಜಿಲ್ಲೆಯ ಎಲ್ಲಾ ಸರ್ಕಾರಿ, ಅನುದಾನಿತ ಹಾಗೂ ಖಾಸಗಿ ಶಾಲೆಗಳ ವಿದ್ಯಾರ್ಥಿಗಳಿಗೆ ಉಚಿತವಾಗಿ ಕೈಪಿಡಿ ನೀಡಲಾಗಿದೆ. ಸರಳ ಭಾಷೆಯಲ್ಲಿ ಪ್ರಮುಖ ಪ್ರಶ್ನೋತ್ತರಗಳನ್ನು ಒಳಗೊಂಡಿರುವ ಈ ಕೈಪಿಡಿ ವಿದ್ಯಾರ್ಥಿಗಳ ಆತ್ಮವಿಶ್ವಾಸ ಹೆಚ್ಚಿಸಲಿದೆ. ಕಲಿಕೆಯಲ್ಲಿ ಹಿಂದುಳಿದ ಮಕ್ಕಳನ್ನು ಗುರುತಿಸಿ ಪರಿಹಾರ ಬೋಧನೆ ನಡೆಸಲು ಶಿಕ್ಷಕರಿಗೆ ಸೂಚಿಸಲಾಗಿದೆ. ಪ್ರತಿ ವಾರ ಘಟಕ ಪರೀಕ್ಷೆ ನಡೆಸಿ ಫಲಿತಾಂಶವನ್ನು ಪೋಷಕರಿಗೆ ತಿಳಿಸಲಾಗುತ್ತಿದೆ.: [403, 388, 571, 447]
- reg-dot-magenta: [840, 1410, 846, 1416]
- student-message-sign: ಜಿಲ್ಲಾ ಪಂಚಾಯತ್ ಸಿಇಒ, ರಾಮನಗರ: [768, 451, 844, 458]
- sogala-text: ಭಕ್ತಾದಿಗಳ ಸಹಕಾರದೊಂದಿಗೆ ನವೀಕರಣಗೊಂಡ ಸೋಗಾಲ ಗ್ರಾಮದ ಕಾಳಮ್ಮದೇವಿ ದೇವಾಲಯದ ಲೋಕಾರ್ಪಣೆ ಕಾರ್ಯಕ್ರಮ ವಿಜೃಂಭಣೆಯಿಂದ ನಡೆಯಿತು. ಮೂರು ದಿನಗಳ ಕಾಲ ನಡೆದ ಧಾರ್ಮಿಕ ಕಾರ್ಯಕ್ರಮದಲ್ಲಿ ಗಣಪತಿ ಪೂಜೆ, ಕಳಸ ಸ್ಥಾಪನೆ, ಪ್ರಾಣ ಪ್ರತಿಷ್ಠಾಪನೆ ಹಾಗೂ ಮಹಾಮಂಗಳಾರತಿ ನೆರವೇರಿತು. ಗ್ರಾಮದ ಮುಖಂಡರು ಹಾಗೂ ಸಾವಿರಾರು ಭಕ್ತರು ಭಾಗವಹಿಸಿದ್ದರು.: [590, 1017, 755, 1059]
- reg-dot-yellow: [110, 1410, 116, 1416]
- bottom-divider: [478, 1108, 479, 1408]
- student-message-box: [763, 152, 915, 486]
- lead-bottom-rule: [200, 490, 922, 491]
- kiru-item2-byline: ಚನ್ನಪಟ್ಟಣ:: [28, 546, 55, 554]
- kirusuddi-label: ಕಿರುಸುದ್ದಿ: [76, 81, 126, 101]
- color-bar-navy: [195, 1100, 429, 1104]
- dairy-byline: ಆನೇಕಲ್:: [210, 982, 234, 990]
- registration-marks-mid: [330, 1410, 366, 1416]
- bamul-col1: [590, 782, 755, 988]
- student-message-quote: WINNERS NEVER QUIT, QUITTERS NEVER WIN: [768, 386, 890, 403]
- temple-text: ಶತಮಾನದ ಇತಿಹಾಸ ಹೊಂದಿರುವ ಅತ್ತಿವಟ್ಟ ಗ್ರಾಮದ ಗಂಗಮ್ಮದೇವಿ ದೇವಾಲಯದ ಜೀರ್ಣೋದ್ಧಾರ ಕಾರ್ಯ ಪೂರ್ಣಗೊಂಡಿದ್ದು, ನೂತನ ದೇವಾಲಯದ ಲೋಕಾರ್ಪಣೆ ಅಂಗವಾಗಿ ವಿಶೇಷ ಪೂಜೆ, ಹೋಮ ಹವನ ಹಾಗೂ ಧಾರ್ಮಿಕ ಕಾರ್ಯಕ್ರಮಗಳು ಅದ್ದೂರಿಯಾಗಿ ನೆರವೇರಿದವು. ಗ್ರಾಮದ ಮಹಿಳೆಯರು ಕಳಸ ಹೊತ್ತು ಮೆರವಣಿಗೆಯಲ್ಲಿ ಪಾಲ್ಗೊಂಡರು. ಸುತ್ತಮುತ್ತಲಿನ ಗ್ರಾಮಗಳ ಸಾವಿರಾರು ಭಕ್ತರು ದೇವಿಯ ದರ್ಶನ ಪಡೆದು ಪುನೀತರಾದರು. ದೇವಾಲಯ ಸಮಿತಿ ವತಿಯಿಂದ ಅನ್ನಸಂತರ್ಪಣೆ ಏರ್ಪಡಿಸಲಾಗಿತ್ತು.: [530, 547, 650, 632]
- portrait-caption: ಪ್ರದೀಪ್ ಕುಮಾರ್: [373, 652, 409, 659]
- bamul-press-photo: [762, 784, 916, 840]
- reg-dot-cyan: [830, 1410, 836, 1416]
- safari-kicker: ರೈತರು-ವ್ಯಾಪಾರಸ್ಥರ ಪರ-ವಿರೋಧದ ನಡುವೆ ಸರ್ಕಾರದ ಆದೇಶ: [486, 1110, 728, 1124]
- date-box: [806, 12, 914, 56]
- temple-col1: [530, 546, 650, 734]
- student-message-body: ನಿಮ್ಮೆಲ್ಲರ ಜೀವನದಲ್ಲಿ ಎಸ್ಸೆಸ್ಸೆಲ್ಸಿ ಮಹತ್ವದ ಘಟ್ಟವಾಗಿದೆ. ನಿಮ್ಮ ಜೀವನದ ಮುಂದಿನ ಗುರಿ ಈ ಪರೀಕ್ಷೆಯ ಫಲಿತಾಂಶವನ್ನು ಅವಲಂಬಿಸಿದೆ. ನಿಮ್ಮ ಶ್ರಮ, ಶಿಸ್ತು ಹಾಗೂ ಏಕಾಗ್ರತೆ ನಿಮ್ಮನ್ನು ಯಶಸ್ಸಿನತ್ತ ಕೊಂಡೊಯ್ಯುತ್ತದೆ. ಶಿಕ್ಷಣ ಇಲಾಖೆ ನೀಡಿರುವ ಪ್ರಗತಿ ಪಥ ಕೈಪಿಡಿಯನ್ನು ಸಮರ್ಪಕವಾಗಿ ಬಳಸಿಕೊಳ್ಳಿ. ಪ್ರತಿ ದಿನ ನಿಗದಿತ ಸಮಯ ಓದಿಗೆ ಮೀಸಲಿಡಿ. ಭಯ ಬಿಟ್ಟು ಆತ್ಮವಿಶ್ವಾಸದಿಂದ ಪರೀಕ್ಷೆ ಎದುರಿಸಿ. ಪೋಷಕರು ಮಕ್ಕಳಿಗೆ ಉತ್ತಮ ವಾತಾವರಣ ಕಲ್ಪಿಸಬೇಕು.: [768, 169, 910, 228]
- safari-headline: ಪೊಲೀಸ್ ಬಂದೋಬಸ್ತಿನಲ್ಲಿ ಸಫಾರಿ ಆರಂಭ: [486, 1136, 814, 1164]
- orange-edge-strip: [930, 0, 945, 62]
- safari-col3: ಬಂಡೀಪುರ ಹುಲಿ ಸಂರಕ್ಷಿತ ಪ್ರದೇಶದಲ್ಲಿ ಸ್ಥಗಿತಗೊಂಡಿದ್ದ ಸಫಾರಿ ಸೇವೆ ಸರ್ಕಾರದ ಆದೇಶದಂತೆ ಪೊಲೀಸ್ ಬಂದೋಬಸ್ತಿನಲ್ಲಿ ಪುನರಾರಂಭಗೊಂಡಿತು. ಮಾನವ-ವನ್ಯಜೀವಿ ಸಂಘರ್ಷ ಹೆಚ್ಚಿದ ಹಿನ್ನೆಲೆಯಲ್ಲಿ ಸಫಾರಿ ಸ್ಥಗಿತಗೊಳಿಸುವಂತೆ ರೈತರು ಆಗ್ರಹಿಸಿದ್ದರು. ಮತ್ತೊಂದೆಡೆ ಪ್ರವಾಸೋದ್ಯಮ ಅವಲಂಬಿತ ವ್ಯಾಪಾರಸ್ಥರು ಸಫಾರಿ ಆರಂಭಿಸುವಂತೆ ಒತ್ತಾಯಿಸಿದ್ದರು. ಬೆಳಗ್ಗೆ 6.00 ರಿಂದ 9.00 ಹಾಗೂ ಸಂಜೆ 3.30 ರಿಂದ 6.00 ಗಂಟೆಯವರೆಗೆ ಸಫಾರಿ ನಡೆಯಲಿದೆ. ಮೊದಲ ದಿನ 19 ವಾಹನಗಳಲ್ಲಿ ಪ್ರವಾಸಿಗರು ಸಫಾರಿಗೆ ತೆರಳಿದರು. ಸ್ಥಳದಲ್ಲಿ ಹೆಚ್ಚಿನ ಪೊಲೀಸ್ ಸಿಬ್ಬಂದಿ ನಿಯೋಜಿಸಲಾಗಿತ್ತು.: [776, 1304, 918, 1380]
- reg-dot-cyan: [90, 1410, 96, 1416]
- poster-brand: Transystem: [458, 245, 497, 252]
- sogala-headline: ಸೋಗಾಲ ಕಾಳಮ್ಮದೇವಿ ದೇಗುಲ ಲೋಕಾರ್ಪಣೆ: [590, 994, 814, 1012]
- bamul-col2: ನಂದಿನಿ ಉತ್ಪನ್ನಗಳ ಗುಣಮಟ್ಟದ ಬಗ್ಗೆ ಕೆಲವರು ಸಾಮಾಜಿಕ ಜಾಲತಾಣಗಳಲ್ಲಿ ಸುಳ್ಳು ಸುದ್ದಿ ಹರಡುತ್ತಿರುವುದನ್ನು ಬಮುಲ್ ನಿರ್ದೇಶಕ ಬಿ.ವಿ. ಸತೀಶ್‌ಗೌಡ ತೀವ್ರವಾಗಿ ಖಂಡಿಸಿದರು. ಸುದ್ದಿಗೋಷ್ಠಿಯಲ್ಲಿ ಮಾತನಾಡಿದ ಅವರು, ರಾಜ್ಯದ ಲಕ್ಷಾಂತರ ರೈತರ ಜೀವನಾಧಾರವಾಗಿರುವ ನಂದಿನಿ ಸಂಸ್ಥೆ ದೇಶದಲ್ಲೇ ಗುಣಮಟ್ಟಕ್ಕೆ ಹೆಸರಾಗಿದೆ. ಪ್ರತಿ ಹಂತದಲ್ಲೂ ಹಾಲಿನ ಗುಣಮಟ್ಟ ಪರೀಕ್ಷೆ ನಡೆಸಲಾಗುತ್ತದೆ. ಅಪಪ್ರಚಾರ ಮಾಡುವವರ ವಿರುದ್ಧ ಕಾನೂನು ಕ್ರಮ ಕೈಗೊಳ್ಳಲಾಗುವುದು ಎಂದು ಎಚ್ಚರಿಸಿದರು. ಒಕ್ಕೂಟದ ಅಧಿಕಾರಿಗಳು ಹಾಗೂ ಸಂಘದ ಅಧ್ಯಕ್ಷರು ಉಪಸ್ಥಿತರಿದ್ದರು.: [762, 844, 916, 912]
- havyaka-stage-photo: [180, 1180, 466, 1280]
